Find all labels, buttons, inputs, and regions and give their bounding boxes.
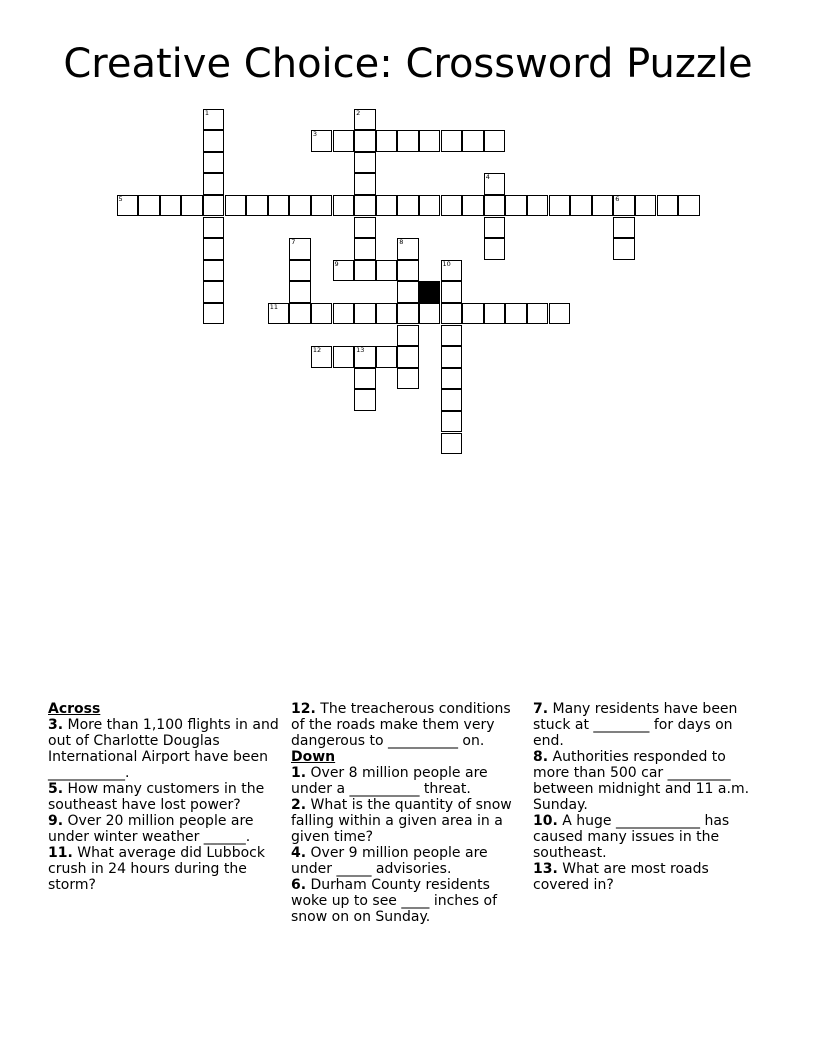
grid-cell[interactable] xyxy=(441,389,463,411)
clue-number-label: 11 xyxy=(269,302,278,311)
page-title: Creative Choice: Crossword Puzzle xyxy=(63,41,753,87)
grid-cell[interactable] xyxy=(333,346,355,368)
grid-cell[interactable] xyxy=(354,152,376,174)
clue-number-label: 2 xyxy=(356,108,361,117)
grid-cell[interactable] xyxy=(203,173,225,195)
grid-cell[interactable] xyxy=(289,238,311,260)
grid-cell[interactable] xyxy=(441,368,463,390)
grid-cell[interactable] xyxy=(376,195,398,217)
clue-down-1: 1. Over 8 million people are under a __________ threat. xyxy=(291,765,488,797)
grid-cell[interactable] xyxy=(613,217,635,239)
grid-cell[interactable] xyxy=(376,130,398,152)
clue-across-12: 12. The treacherous conditions of the roads make them very dangerous to __________ on. xyxy=(291,701,511,749)
grid-cell[interactable] xyxy=(268,303,290,325)
grid-cell[interactable] xyxy=(117,195,139,217)
grid-cell[interactable] xyxy=(441,281,463,303)
grid-cell[interactable] xyxy=(160,195,182,217)
grid-cell[interactable] xyxy=(138,195,160,217)
clue-number-label: 10 xyxy=(442,259,451,268)
clues-column-1 xyxy=(48,701,284,893)
grid-cell[interactable] xyxy=(203,217,225,239)
grid-cell[interactable] xyxy=(419,130,441,152)
grid-cell[interactable] xyxy=(376,260,398,282)
grid-cell[interactable] xyxy=(505,303,527,325)
grid-cell[interactable] xyxy=(441,195,463,217)
clue-across-5: 5. How many customers in the southeast have lost power? xyxy=(48,781,265,813)
grid-cell[interactable] xyxy=(484,195,506,217)
grid-cell[interactable] xyxy=(441,411,463,433)
grid-cell[interactable] xyxy=(203,130,225,152)
grid-cell[interactable] xyxy=(397,325,419,347)
grid-cell[interactable] xyxy=(246,195,268,217)
clue-number-label: 6 xyxy=(615,194,620,203)
grid-cell[interactable] xyxy=(225,195,247,217)
grid-cell[interactable] xyxy=(311,346,333,368)
grid-cell[interactable] xyxy=(289,260,311,282)
grid-cell[interactable] xyxy=(354,130,376,152)
grid-cell[interactable] xyxy=(354,389,376,411)
grid-cell[interactable] xyxy=(397,130,419,152)
clue-across-11: 11. What average did Lubbock crush in 24 hours during the storm? xyxy=(48,845,265,893)
grid-cell[interactable] xyxy=(354,238,376,260)
grid-cell[interactable] xyxy=(203,260,225,282)
grid-cell[interactable] xyxy=(354,217,376,239)
clue-number-label: 8 xyxy=(399,238,404,247)
clue-number-label: 9 xyxy=(334,259,339,268)
grid-cell[interactable] xyxy=(354,195,376,217)
grid-cell[interactable] xyxy=(549,303,571,325)
grid-cell[interactable] xyxy=(354,173,376,195)
grid-cell[interactable] xyxy=(289,281,311,303)
grid-cell[interactable] xyxy=(311,195,333,217)
grid-cell[interactable] xyxy=(289,195,311,217)
grid-cell[interactable] xyxy=(203,238,225,260)
grid-cell[interactable] xyxy=(484,173,506,195)
grid-cell[interactable] xyxy=(397,195,419,217)
grid-cell[interactable] xyxy=(354,260,376,282)
grid-cell[interactable] xyxy=(657,195,679,217)
grid-cell[interactable] xyxy=(678,195,700,217)
grid-cell[interactable] xyxy=(484,217,506,239)
grid-cell[interactable] xyxy=(613,195,635,217)
grid-cell[interactable] xyxy=(527,195,549,217)
grid-cell[interactable] xyxy=(376,303,398,325)
grid-cell[interactable] xyxy=(333,195,355,217)
clue-across-3: 3. More than 1,100 flights in and out of Charlotte Douglas International Airport have been ___________. xyxy=(48,717,279,781)
clue-across-9: 9. Over 20 million people are under winter weather ______. xyxy=(48,813,254,845)
grid-cell[interactable] xyxy=(419,195,441,217)
grid-cell[interactable] xyxy=(484,238,506,260)
grid-cell[interactable] xyxy=(354,303,376,325)
grid-cell[interactable] xyxy=(268,195,290,217)
clues-column-2 xyxy=(291,701,527,925)
grid-cell[interactable] xyxy=(203,281,225,303)
grid-cell[interactable] xyxy=(203,195,225,217)
grid-cell[interactable] xyxy=(203,152,225,174)
clue-number-label: 4 xyxy=(485,173,490,182)
grid-cell[interactable] xyxy=(441,325,463,347)
grid-cell[interactable] xyxy=(505,195,527,217)
clue-down-7: 7. Many residents have been stuck at ________ for days on end. xyxy=(533,701,738,749)
grid-cell[interactable] xyxy=(484,303,506,325)
grid-cell[interactable] xyxy=(311,303,333,325)
grid-cell[interactable] xyxy=(462,303,484,325)
grid-cell[interactable] xyxy=(203,303,225,325)
grid-cell[interactable] xyxy=(333,260,355,282)
grid-cell[interactable] xyxy=(333,130,355,152)
clue-down-4: 4. Over 9 million people are under _____ advisories. xyxy=(291,845,488,877)
clue-number-label: 13 xyxy=(356,346,365,355)
black-cell xyxy=(419,281,441,303)
grid-cell[interactable] xyxy=(592,195,614,217)
grid-cell[interactable] xyxy=(397,260,419,282)
clue-number-label: 12 xyxy=(312,346,322,355)
grid-cell[interactable] xyxy=(549,195,571,217)
grid-cell[interactable] xyxy=(441,303,463,325)
clue-number-label: 7 xyxy=(291,238,296,247)
down-heading: Down xyxy=(291,749,336,765)
clue-down-10: 10. A huge ____________ has caused many issues in the southeast. xyxy=(533,813,730,861)
grid-cell[interactable] xyxy=(181,195,203,217)
clues-column-3 xyxy=(533,701,763,893)
grid-cell[interactable] xyxy=(570,195,592,217)
grid-cell[interactable] xyxy=(311,130,333,152)
grid-cell[interactable] xyxy=(527,303,549,325)
grid-cell[interactable] xyxy=(397,238,419,260)
clue-number-label: 3 xyxy=(312,130,318,139)
clue-number-label: 5 xyxy=(118,194,123,203)
clue-down-2: 2. What is the quantity of snow falling within a given area in a given time? xyxy=(291,797,512,845)
clue-down-6: 6. Durham County residents woke up to see ____ inches of snow on on Sunday. xyxy=(291,877,498,925)
grid-cell[interactable] xyxy=(613,238,635,260)
across-heading: Across xyxy=(48,701,101,717)
grid-cell[interactable] xyxy=(397,281,419,303)
clue-down-8: 8. Authorities responded to more than 500 car _________ between midnight and 11 a.m. Sunday. xyxy=(533,749,750,813)
clue-down-13: 13. What are most roads covered in? xyxy=(533,861,709,893)
grid-cell[interactable] xyxy=(354,368,376,390)
grid-cell[interactable] xyxy=(462,195,484,217)
grid-cell[interactable] xyxy=(441,130,463,152)
crossword-grid xyxy=(0,0,816,470)
grid-cell[interactable] xyxy=(397,303,419,325)
grid-cell[interactable] xyxy=(333,303,355,325)
grid-cell[interactable] xyxy=(397,368,419,390)
grid-cell[interactable] xyxy=(376,346,398,368)
clue-number-label: 1 xyxy=(204,108,210,117)
grid-cell[interactable] xyxy=(635,195,657,217)
grid-cell[interactable] xyxy=(441,433,463,455)
grid-cell[interactable] xyxy=(289,303,311,325)
grid-cell[interactable] xyxy=(354,109,376,131)
grid-cell[interactable] xyxy=(203,109,225,131)
grid-cell[interactable] xyxy=(441,260,463,282)
grid-cell[interactable] xyxy=(484,130,506,152)
grid-cell[interactable] xyxy=(462,130,484,152)
grid-cell[interactable] xyxy=(354,346,376,368)
grid-cell[interactable] xyxy=(397,346,419,368)
grid-cell[interactable] xyxy=(419,303,441,325)
grid-cell[interactable] xyxy=(441,346,463,368)
